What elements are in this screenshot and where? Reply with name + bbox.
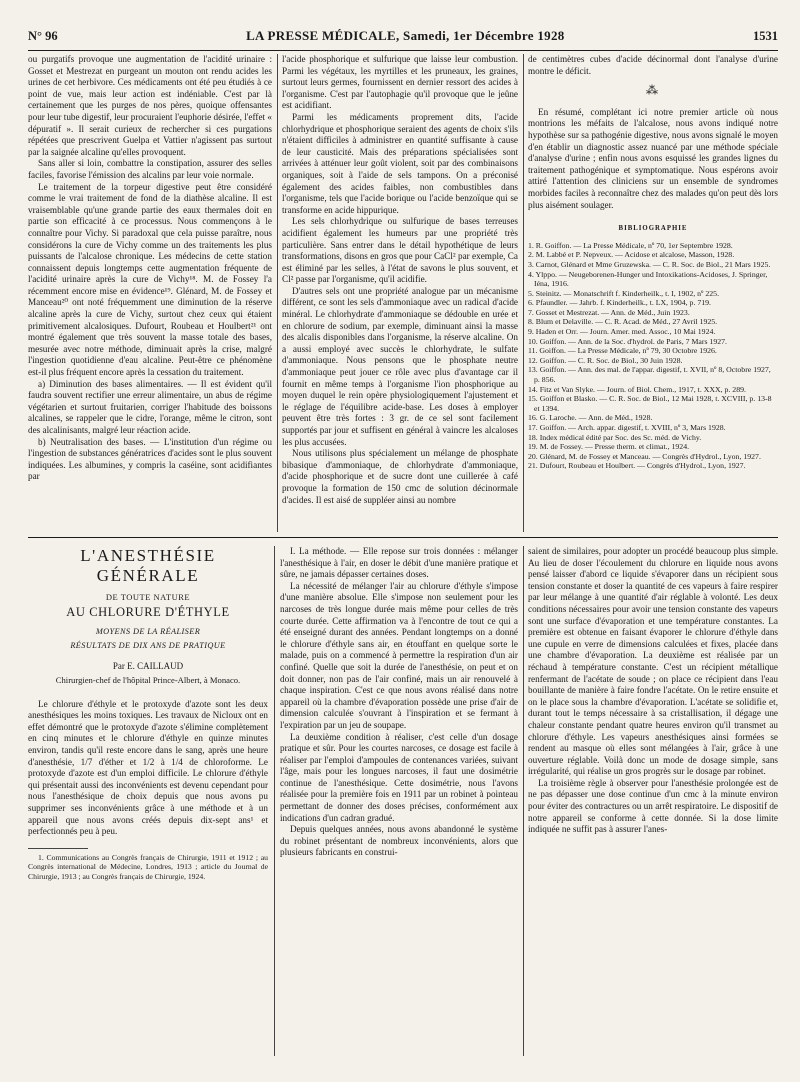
footnote-rule (28, 848, 88, 849)
paragraph: Depuis quelques années, nous avons abandonné le système du robinet présentant de nombreux inconvénients, alors que plusieurs fabricants en construi- (280, 824, 518, 858)
footnote: 1. Communications au Congrès français de Chirurgie, 1911 et 1912 ; au Congrès international de Médecine, Londres, 1913 ; article du Journal de Chirurgie, 1913 ; au Congrès français de Chirurgie, 1924. (28, 852, 268, 881)
bibliography-entry: 6. Pfaundler. — Jahrb. f. Kinderheilk., t. LX, 1904, p. 719. (528, 298, 711, 308)
bibliography-entry: 14. Fitz et Van Slyke. — Journ. of Biol. Chem., 1917, t. XXX, p. 289. (528, 384, 746, 394)
paragraph: Le chlorure d'éthyle et le protoxyde d'azote sont les deux anesthésiques les moins toxiques. Les travaux de Nicloux ont en effet démontré que le protoxyde d'azote s'élimine complètement en cinq minutes et le chlorure d'éthyle en quinze minutes environ, tandis qu'il reste encore dans le sang, après une heure d'anesthésie, 1/7 d'éther et 1/2 à 1/4 de chloroforme. Le protoxyde d'azote est d'un emploi difficile. Le chlorure d'éthyle qui présentait aussi des inconvénients est devenu cependant pour nous l'anesthésique de choix depuis que nous avons pu supprimer ses inconvénients grâce à une méthode et à un appareil que nous avons créés depuis dix-sept ans¹ et perfectionnés peu à peu. (28, 698, 268, 837)
bibliography-entry: 7. Gosset et Mestrezat. — Ann. de Méd., Juin 1923. (528, 307, 690, 317)
paragraph: Sans aller si loin, combattre la constipation, assurer des selles faciles, favorise l'émission des alcalins par leur voie normale. (28, 158, 272, 180)
article-tagline: RÉSULTATS DE DIX ANS DE PRATIQUE (70, 640, 226, 650)
bottom-column-3 (528, 546, 778, 1056)
paragraph: Parmi les médicaments proprement dits, l'acide chlorhydrique et phosphorique seraient des agents de choix s'ils n'étaient difficiles à administrer en quantité suffisante à cause de leur causticité. Mais des préparations spécialisées sont arrivées à atténuer leur goût violent, soit par des combinaisons organiques, soit à l'aide de sels tampons. On a préconisé également des acides faibles, non combustibles dans l'organisme, tels que l'acide borique ou l'acide benzoïque qui se transforme en acide hippurique. (282, 111, 518, 215)
issue-number: N° 96 (28, 29, 58, 43)
paragraph: D'autres sels ont une propriété analogue par un mécanisme différent, ce sont les sels d'ammoniaque avec un radical d'acide minéral. Le chlorhydrate d'ammoniaque se dédouble en urée et en chlorure de sodium, par exemple, diminuant ainsi la masse des alcalis disponibles dans l'organisme, la réserve alcaline. On a aussi employé avec succès le chlorhydrate, le sulfate d'ammoniaque. Nous pensons que le phosphate neutre d'ammoniaque peut jouer ce rôle avec plus d'avantage car il fournit en même temps à l'organisme l'ion phosphorique au moyen duquel le rein opère physiologiquement l'ajustement et le réglage de l'équilibre acide-base. Les doses à employer peuvent être très fortes : 3 gr. de ce sel sont facilement supportés par jour et suffisent en général à vaincre les alcaloses les plus accusées. (282, 285, 518, 447)
top-column-2 (282, 54, 518, 532)
author-affiliation: Chirurgien-chef de l'hôpital Prince-Albert, à Monaco. (55, 674, 241, 685)
bibliography-entry: 20. Glénard, M. de Fossey et Manceau. — Congrès d'Hydrol., Lyon, 1927. (528, 451, 761, 461)
paragraph: a) Diminution des bases alimentaires. — Il est évident qu'il faudra souvent rectifier une erreur alimentaire, un abus de régime végétarien et surtout fruitarien, corriger l'habitude des boissons alcalines, se rappeler que le cidre, l'orange, même le citron, sont des alcalinisants, malgré leur réaction acide. (28, 378, 272, 435)
article-author: Par E. CAILLAUD (112, 661, 184, 672)
paragraph: Le traitement de la torpeur digestive peut être considéré comme le vrai traitement de fond de la diathèse alcaline. Il est vraisemblable qu'une grande partie des eaux thermales doit en partie son efficacité à ce processus. Nous commençons à le connaître pour Vichy. Si paradoxal que cela puisse paraître, nous considérons la cure de Vichy comme un des traitements les plus puissants de l'alcalose chronique. Les médecins de cette station connaissent depuis longtemps cette augmentation fréquente de l'acidité urinaire après la cure de Vichy¹⁸. M. de Fossey l'a récemment encore mise en évidence¹⁹. Glénard, M. de Fossey et Manceau²⁰ ont noté fréquemment une diminution de la réserve alcaline après la cure de Vichy, surtout chez ceux qui étaient primitivement alcalosiques. Dufourt, Roubeau et Houlbert²¹ ont montré également que très souvent la masse totale des bases, mesurée avec notre méthode, diminuait après la crise, malgré l'ingestion quotidienne d'eau alcaline. Peut-être ce phénomène est-il plus fréquent encore après la cessation du traitement. (28, 181, 272, 378)
top-column-3 (528, 54, 778, 532)
bibliography-entry: 13. Goiffon. — Ann. des mal. de l'appar. digestif, t. XVII, nº 8, Octobre 1927, p. 856. (528, 365, 771, 385)
bottom-column-2 (280, 546, 518, 1056)
asterism-ornament: ⁂ (646, 83, 660, 98)
column-divider (277, 54, 278, 532)
bibliography-entry: 3. Carnot, Glénard et Mme Gruzewska. — C. R. Soc. de Biol., 21 Mars 1925. (528, 259, 771, 269)
page-header (28, 28, 778, 48)
bibliography-entry: 17. Goiffon. — Arch. appar. digestif, t. XVIII, nº 3, Mars 1928. (528, 423, 726, 432)
article-title: L'ANESTHÉSIE GÉNÉRALE (80, 546, 216, 585)
paragraph: ou purgatifs provoque une augmentation de l'acidité urinaire : Gosset et Mestrezat en purgeant un mouton ont rendu acides les urines de cet herbivore. Ces médicaments ont été peu étudiés à ce point de vue, mais leur action est indéniable. C'est par là certainement que les purges de nos pères, quoique offensantes pour leur tube digestif, leur procuraient l'euphorie désirée, l'effet « dépuratif ». Il serait curieux de rechercher si ces purgations répétées que prescrivent Guelpa et Vattier n'agissent pas surtout par la saignée alcaline qu'elles provoquent. (28, 54, 272, 157)
paragraph: La troisième règle à observer pour l'anesthésie prolongée est de ne pas dépasser une dose continue d'un cmc à la minute environ pour éviter des contractures ou un arrêt respiratoire. Le dispositif de notre appareil se conforme à cette donnée. Si la dose limite indiquée ne suffit pas à assurer l'anes- (528, 777, 778, 835)
bibliography-entry: 19. M. de Fossey. — Presse therm. et climat., 1924. (528, 442, 690, 452)
bibliography-entry: 2. M. Labbé et P. Nepveux. — Acidose et alcalose, Masson, 1928. (528, 250, 735, 260)
column-divider (523, 54, 524, 532)
paragraph: b) Neutralisation des bases. — L'institution d'un régime ou l'ingestion de substances génératrices d'acides sont le plus souvent indiquées. Les albumines, y compris la caséine, sont acidifiantes par (28, 436, 272, 482)
bibliography-entry: 10. Goiffon. — Ann. de la Soc. d'hydrol. de Paris, 7 Mars 1927. (528, 336, 727, 346)
summary-paragraph: En résumé, complétant ici notre premier article où nous montrions les méfaits de l'alcalose, nous avons indiqué notre hypothèse sur sa pathogénie digestive, nous avons signalé le moyen d'en établir un diagnostic assez nuancé par une méthode spéciale d'analyse d'urine ; enfin nous avons esquissé les grandes lignes du traitement pathogénique et symptomatique. Nous espérons avoir attiré l'attention des cliniciens sur un ensemble de syndromes morbides faciles à reconnaître chez des malades qu'on peut dès lors plus aisément soulager. (528, 106, 778, 210)
paragraph: Nous utilisons plus spécialement un mélange de phosphate bibasique d'ammoniaque, de chlorhydrate d'ammoniaque, d'acide phosphorique et de sucre dont une cuillerée à café provoque la formation de 150 cmc de solution décinormale d'acides. Il est aisé de suppléer ainsi au nombre (282, 448, 518, 505)
column-divider (274, 546, 275, 1056)
article-subtitle: AU CHLORURE D'ÉTHYLE (66, 604, 230, 619)
bibliography-entry: 16. G. Laroche. — Ann. de Méd., 1928. (528, 413, 653, 423)
article-tagline: MOYENS DE LA RÉALISER (95, 627, 201, 637)
bibliography-title: BIBLIOGRAPHIE (618, 225, 688, 233)
article-subtitle: DE TOUTE NATURE (105, 592, 191, 602)
article-column (28, 546, 268, 1056)
column-divider (523, 546, 524, 1056)
paragraph: La deuxième condition à réaliser, c'est celle d'un dosage pratique et sûr. Pour les courtes narcoses, ce dosage est facile à réaliser par l'emploi d'ampoules de contenances variées, suivant l'âge, mais pour les longues narcoses, il faut une dosimétrie continue de l'anesthésique. Cette dosimétrie, nous l'avons réalisée pour la première fois en 1911 par un robinet à pointeau permettant de donner des doses précises, conformément aux indications d'un cadran gradué. (280, 731, 518, 823)
journal-title: LA PRESSE MÉDICALE, Samedi, 1er Décembre 1928 (246, 28, 565, 43)
bibliography-entry: 21. Dufourt, Roubeau et Houlbert. — Congrès d'Hydrol., Lyon, 1927. (528, 461, 746, 471)
bibliography-entry: 4. Ylppo. — Neugeborenen-Hunger und Intoxikations-Acidoses, J. Springer, Iéna, 1916. (528, 269, 768, 289)
bibliography-entry: 11. Goiffon. — La Presse Médicale, nº 79, 30 Octobre 1926. (528, 346, 717, 356)
page-number: 1531 (753, 29, 778, 43)
bibliography-entry: 1. R. Goiffon. — La Presse Médicale, nº 70, 1er Septembre 1928. (528, 240, 733, 250)
paragraph: saient de similaires, pour adopter un procédé beaucoup plus simple. Au lieu de doser l'écoulement du chlorure en liquide nous avons pensé laisser d'abord ce liquide s'évaporer dans un récipient sous tension constante et doser la quantité de ces vapeurs à faire respirer par leur mélange à une quantité d'air réglable à volonté. Les deux conditions nécessaires pour avoir une tension constante des vapeurs sont une surface d'évaporation et une température constantes. La première est obtenue en faisant évaporer le chlorure d'éthyle dans une cupule en verre de dimensions calculées et fixes, placée dans une chambre d'évaporation. La deuxième est réalisée par un réchaud à température constante. C'est un récipient métallique renfermant de l'acétate de soude ; on place ce récipient dans l'eau bouillante de manière à faire fondre l'acétate. On le retire ensuite et on le place sous la chambre d'évaporation. L'acétate se solidifie et, durant tout le temps nécessaire à sa cristallisation, il dégage une chaleur constante pendant quatre heures environ qu'il transmet au chlorure d'éthyle. Les vapeurs anesthésiques ainsi formées se rendent au masque où elles sont mélangées à l'air, grâce à une ouverture réglable. Voilà donc un mode de dosage simple, sans irrégularité, qui réalise un gros progrès sur le dosage par robinet. (528, 546, 778, 777)
bibliography-entry: 12. Goiffon. — C. R. Soc. de Biol., 30 Juin 1928. (528, 355, 683, 365)
paragraph: I. La méthode. — Elle repose sur trois données : mélanger l'anesthésique à l'air, en doser le débit d'une manière pratique et sûre, ne jamais dépasser certaines doses. (280, 546, 518, 580)
bibliography-entry: 5. Steinitz. — Monatschrift f. Kinderheilk., t. I, 1902, nº 225. (528, 288, 720, 298)
paragraph: l'acide phosphorique et sulfurique que laisse leur combustion. Parmi les végétaux, les myrtilles et les pruneaux, les graines, surtout leurs germes, fournissent en dernier ressort des acides à l'organisme. C'est par l'autophagie qu'il provoque que le jeûne est acidifiant. (282, 54, 518, 111)
bibliography-entry: 9. Haden et Orr. — Journ. Amer. med. Assoc., 10 Mai 1924. (528, 327, 716, 337)
header-rule (28, 50, 778, 51)
top-column-1 (28, 54, 272, 532)
bibliography-entry: 18. Index médical édité par Soc. des Sc. méd. de Vichy. (528, 432, 702, 442)
paragraph: Les sels chlorhydrique ou sulfurique de bases terreuses acidifient également les humeurs par une propriété très particulière. Sans entrer dans le détail hypothétique de leurs transformations, disons en gros que pour CaCl² par exemple, Ca est éliminé par les selles, à l'état de savons le plus souvent, et Cl² passe par l'organisme, qu'il acidifie. (282, 216, 518, 285)
paragraph: La nécessité de mélanger l'air au chlorure d'éthyle s'impose d'une manière absolue. Elle s'impose non seulement pour les narcoses de très longue durée mais même pour celles de très courte durée. Cette affirmation va à l'encontre de tout ce qui a été enseigné durant des années. Pendant longtemps on a donné le chlorure d'éthyle sans air, en étouffant en quelque sorte le malade, puis on a commencé à permettre la respiration d'un air confiné. Quelle que soit la durée de l'anesthésie, on peut et on doit donner, non pas de l'air confiné, mais un air renouvelé à chaque inspiration. C'est ce que nous avons réalisé dans notre appareil où la chambre d'évaporation possède une prise d'air de dimension calculée s'ouvrant à l'inspiration et se fermant à l'expiration par un jeu de soupape. (280, 580, 518, 730)
bibliography-entry: 8. Blum et Delaville. — C. R. Acad. de Méd., 27 Avril 1925. (528, 317, 718, 327)
paragraph: de centimètres cubes d'acide décinormal dont l'analyse d'urine montre le déficit. (528, 54, 778, 76)
section-rule (28, 537, 778, 538)
bibliography-entry: 15. Goiffon et Blasko. — C. R. Soc. de Biol., 12 Mai 1928, t. XCVIII, p. 13-8 et 1394. (528, 394, 772, 413)
bibliography-list (528, 241, 778, 471)
